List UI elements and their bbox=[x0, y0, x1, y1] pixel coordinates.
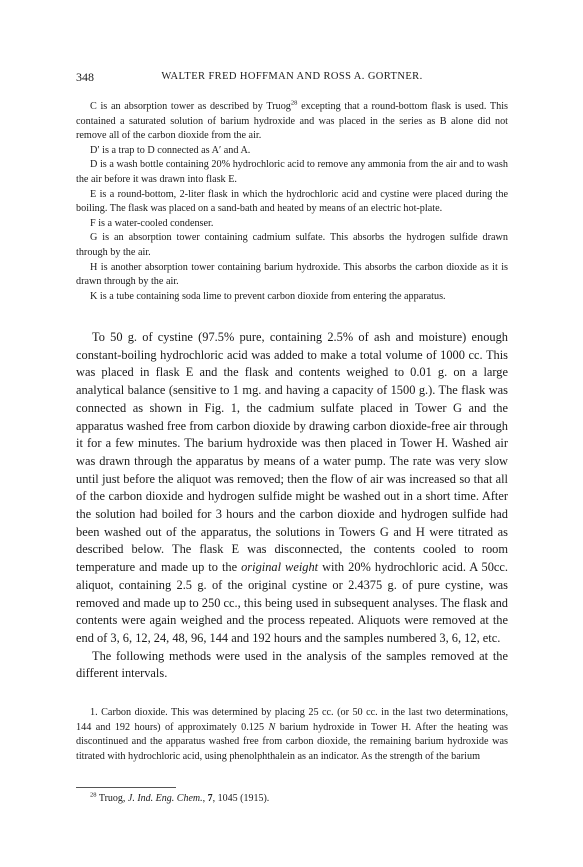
apparatus-item: G is an absorption tower containing cadmium sulfate. This absorbs the hydrogen sulfide drawn through by the air. bbox=[76, 232, 508, 258]
apparatus-item: K is a tube containing soda lime to prevent carbon dioxide from entering the apparatus. bbox=[90, 290, 446, 302]
apparatus-item: D′ is a trap to D connected as A′ and A. bbox=[90, 144, 251, 156]
apparatus-item: E is a round-bottom, 2-liter flask in which the hydrochloric acid and cystine were placed during the boiling. The flask was placed on a sand-bath and heated by means of an electric hot-plate. bbox=[76, 188, 508, 215]
apparatus-item: H is another absorption tower containing barium hydroxide. This absorbs the carbon dioxide as it is drawn through by the air. bbox=[76, 261, 508, 288]
paragraph: To 50 g. of cystine (97.5% pure, containing 2.5% of ash and moisture) enough constant-boiling hydrochloric acid was added to make a total volume of 1000 cc. This was placed in flask E and the flask and contents weighed to 0.01 g. on a large analytical balance (sensitive to 1 mg. and having a capacity of 1500 g.). The flask was connected as shown in Fig. 1, the cadmium sulfate placed in Tower G and the apparatus washed free from carbon dioxide by drawing carbon dioxide-free air through it for a few minutes. The barium hydroxide was then placed in Tower H. Washed air was drawn through the apparatus by means of a water pump. The rate was very slow until just before the aliquot was removed; then the flow of air was increased so that all of the carbon dioxide and hydrogen sulfide might be washed out in a short time. After the solution had boiled for 3 hours and the carbon dioxide and hydrogen sulfide had been washed out of the apparatus, the solutions in Towers G and H were titrated as described below. The flask E was disconnected, the contents cooled to room temperature and made up to the original weight with 20% hydrochloric acid. A 50cc. aliquot, containing 2.5 g. of the original cystine or 2.4375 g. of pure cystine, was removed and made up to 250 cc., this being used in subsequent analyses. The flask and contents were again weighed and the process repeated. Aliquots were removed at the end of 3, 6, 12, 24, 48, 96, 144 and 192 hours and the samples numbered 3, 6, 12, etc. bbox=[76, 330, 508, 645]
paragraph: The following methods were used in the analysis of the samples removed at the different intervals. bbox=[76, 648, 508, 681]
apparatus-item: F is a water-cooled condenser. bbox=[90, 217, 214, 229]
page-number: 348 bbox=[76, 70, 94, 84]
page-header bbox=[76, 70, 508, 84]
footnote-ref: 28 bbox=[290, 99, 298, 107]
methods-section bbox=[76, 706, 508, 764]
footnote: $^{28}$ Truog, J. Ind. Eng. Chem., 7, 1045 (1915). bbox=[90, 791, 270, 804]
running-head: WALTER FRED HOFFMAN AND ROSS A. GORTNER. bbox=[161, 71, 423, 82]
main-text bbox=[76, 329, 508, 683]
apparatus-item: C is an absorption tower as described by Truog$^{28}$ excepting that a round-bottom flask is used. This contained a saturated solution of barium hydroxide and was placed in the series as B alone did not remove all of the carbon dioxide from the air. bbox=[76, 99, 508, 142]
apparatus-item: D is a wash bottle containing 20% hydrochloric acid to remove any ammonia from the air and to wash the air before it was drawn into flask E. bbox=[76, 159, 508, 185]
footnote-rule bbox=[76, 787, 176, 788]
paragraph: 1. Carbon dioxide. This was determined by placing 25 cc. (or 50 cc. in the last two determinations, 144 and 192 hours) of approximately 0.125 N barium hydroxide in Tower H. After the heating was discontinued and the apparatus washed free from carbon dioxide, the remaining barium hydroxide was titrated with hydrochloric acid, using phenolphthalein as an indicator. As the strength of the barium bbox=[76, 707, 508, 762]
apparatus-list bbox=[76, 100, 508, 304]
